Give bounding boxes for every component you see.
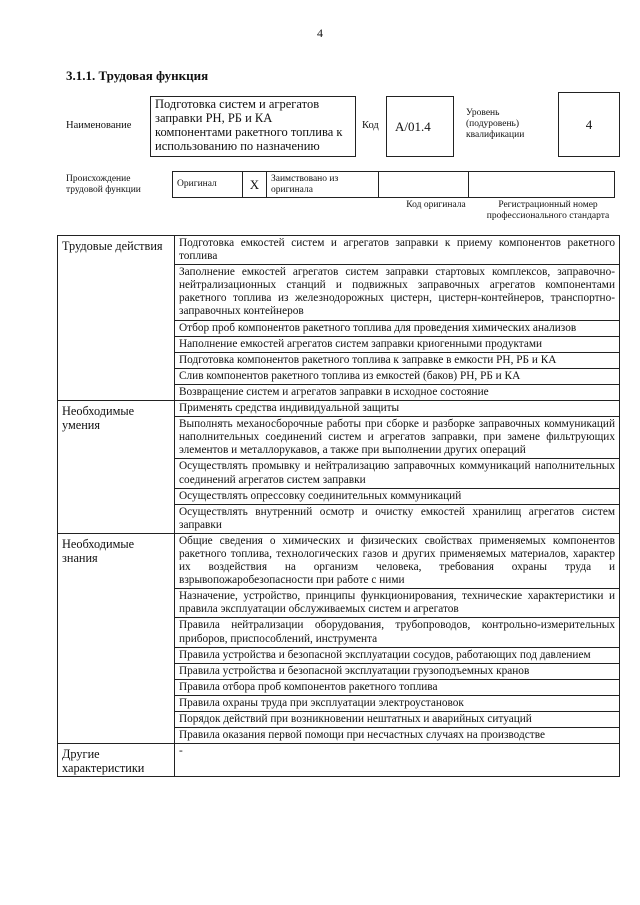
- section-item: -: [175, 744, 620, 777]
- registration-number-cell: [469, 172, 615, 198]
- section-item: Осуществлять промывку и нейтрализацию заправочных коммуникаций наполнительных соединений агрегатов систем заправки: [175, 459, 620, 488]
- section-item: Отбор проб компонентов ракетного топлива для проведения химических анализов: [175, 320, 620, 336]
- registration-number-caption: Регистрационный номер профессионального стандарта: [486, 200, 610, 221]
- section-item: Правила охраны труда при эксплуатации электроустановок: [175, 695, 620, 711]
- table-row: [58, 401, 620, 417]
- section-item: Назначение, устройство, принципы функционирования, технические характеристики и правила эксплуатации обслуживаемых систем и агрегатов: [175, 589, 620, 618]
- name-label: Наименование: [66, 120, 132, 131]
- table-row: [58, 236, 620, 265]
- section-item: Правила отбора проб компонентов ракетного топлива: [175, 679, 620, 695]
- section-title: 3.1.1. Трудовая функция: [66, 68, 209, 83]
- original-label: Оригинал: [173, 172, 243, 198]
- origin-label: Происхождение трудовой функции: [66, 174, 141, 195]
- section-item: Правила оказания первой помощи при несчастных случаях на производстве: [175, 728, 620, 744]
- section-category-label: Необходимые знания: [58, 533, 175, 743]
- original-mark: X: [243, 172, 267, 198]
- borrowed-label: Заимствовано из оригинала: [267, 172, 379, 198]
- qualification-level-value: 4: [558, 92, 620, 157]
- origin-table: [172, 171, 615, 198]
- section-item: Применять средства индивидуальной защиты: [175, 401, 620, 417]
- page-number: 4: [317, 26, 323, 40]
- section-item: Правила устройства и безопасной эксплуатации грузоподъемных кранов: [175, 663, 620, 679]
- function-name-value: Подготовка систем и агрегатов заправки РН, РБ и КА компонентами ракетного топлива к использованию по назначению: [150, 96, 356, 157]
- section-item: Правила устройства и безопасной эксплуатации сосудов, работающих под давлением: [175, 647, 620, 663]
- section-category-label: Необходимые умения: [58, 401, 175, 534]
- section-item: Порядок действий при возникновении нештатных и аварийных ситуаций: [175, 712, 620, 728]
- section-item: Наполнение емкостей агрегатов систем заправки криогенными продуктами: [175, 336, 620, 352]
- section-category-label: Трудовые действия: [58, 236, 175, 401]
- original-code-caption: Код оригинала: [406, 200, 466, 210]
- code-label: Код: [362, 120, 379, 131]
- table-row: [58, 744, 620, 777]
- section-item: Осуществлять опрессовку соединительных коммуникаций: [175, 488, 620, 504]
- function-details-table: [57, 235, 620, 777]
- section-category-label: Другие характеристики: [58, 744, 175, 777]
- section-item: Выполнять механосборочные работы при сборке и разборке заправочных коммуникаций наполнительных соединений систем и агрегатов заправки, при замене фильтрующих элементов и металлорукавов, а также при выполнении других операций: [175, 417, 620, 459]
- function-code-value: A/01.4: [386, 96, 454, 157]
- table-row: [58, 533, 620, 588]
- section-item: Подготовка емкостей систем и агрегатов заправки к приему компонентов ракетного топлива: [175, 236, 620, 265]
- original-code-cell: [379, 172, 469, 198]
- section-item: Подготовка компонентов ракетного топлива к заправке в емкости РН, РБ и КА: [175, 352, 620, 368]
- section-item: Заполнение емкостей агрегатов систем заправки стартовых комплексов, заправочно-нейтрализационных станций и подвижных заправочных агрегатов компонентами ракетного топлива из железнодорожных цистерн, цистерн-контейнеров, транспортно-заправочных контейнеров: [175, 265, 620, 320]
- section-item: Осуществлять внутренний осмотр и очистку емкостей хранилищ агрегатов систем заправки: [175, 504, 620, 533]
- section-item: Правила нейтрализации оборудования, трубопроводов, контрольно-измерительных приборов, приспособлений, инструмента: [175, 618, 620, 647]
- section-item: Общие сведения о химических и физических свойствах применяемых компонентов ракетного топлива, технологических газов и других применяемых материалов, характер их воздействия на организм человека, требования охраны труда и взрывопожаробезопасности при работе с ними: [175, 533, 620, 588]
- section-item: Слив компонентов ракетного топлива из емкостей (баков) РН, РБ и КА: [175, 368, 620, 384]
- section-item: Возвращение систем и агрегатов заправки в исходное состояние: [175, 384, 620, 400]
- qualification-level-label: Уровень (подуровень) квалификации: [466, 108, 525, 140]
